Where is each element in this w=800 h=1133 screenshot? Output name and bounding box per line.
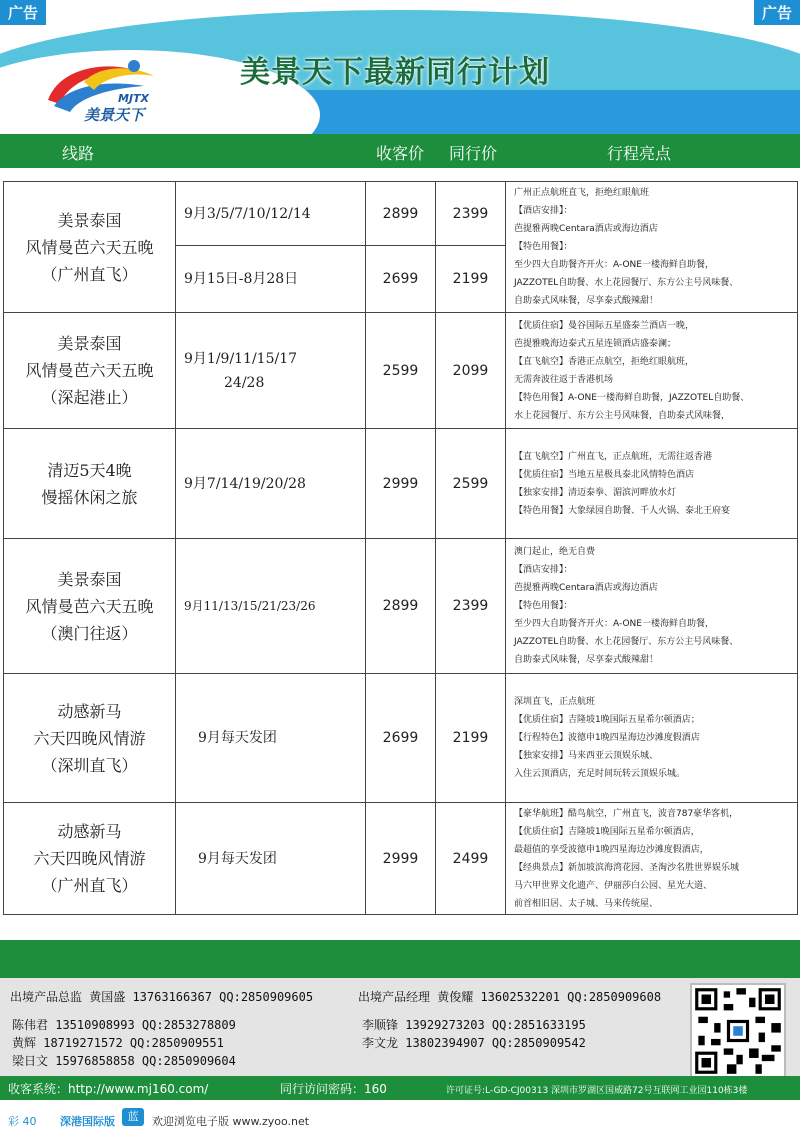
retail-price: 2999 (366, 803, 436, 915)
ad-label-right: 广告 (754, 0, 800, 25)
welcome-text: 欢迎浏览电子版 www.zyoo.net (152, 1115, 310, 1128)
column-header-bar (0, 134, 800, 168)
highlights-cell: 深圳直飞，正点航班 【优质住宿】吉隆坡1晚国际五星希尔顿酒店； 【行程特色】波德申1晚四星海边沙滩度假酒店 【独家安排】马来西亚云顶娱乐城、 入住云顶酒店，充足时间玩转云顶娱乐城。 (506, 674, 798, 803)
contact-line: 李文龙 13802394907 QQ:2850909542 (362, 1036, 586, 1050)
date-cell: 9月11/13/15/21/23/26 (176, 539, 366, 674)
trade-price: 2399 (436, 539, 506, 674)
highlights-cell: 【豪华航班】酷鸟航空，广州直飞，波音787豪华客机， 【优质住宿】吉隆坡1晚国际五星希尔顿酒店， 最超值的享受波德申1晚四星海边沙滩度假酒店， 【经典景点】新加坡滨海湾花园、圣淘沙名胜世界娱乐城 马六甲世界文化遗产、伊丽莎白公园、星光大道、 前首相旧居、太子城、马来传统屋、 (506, 803, 798, 915)
route-cell: 美景泰国 风情曼芭六天五晚 （深起港止） (4, 313, 176, 429)
system-url[interactable]: 收客系统：http://www.mj160.com/ (8, 1082, 209, 1096)
contact-line: 李顺锋 13929273203 QQ:2851633195 (362, 1018, 586, 1032)
edition-name: 深港国际版 (60, 1115, 115, 1128)
trade-price: 2599 (436, 429, 506, 539)
highlights-cell: 澳门起止，绝无自费 【酒店安排】： 芭提雅两晚Centara酒店或海边酒店 【特色用餐】： 至少四大自助餐齐开火：A-ONE一楼海鲜自助餐， JAZZOTEL自助餐、水上花园餐厅、东方公主号风味餐、 自助泰式风味餐，尽享泰式酸辣甜！ (506, 539, 798, 674)
table-row (4, 539, 798, 674)
license-address: 许可证号:L-GD-CJ00313 深圳市罗湖区国威路72号互联网工业园110栋3楼 (446, 1086, 748, 1096)
system-bar (0, 1076, 800, 1100)
col-retail-price: 收客价 (376, 144, 425, 163)
retail-price: 2899 (366, 182, 436, 246)
col-highlights: 行程亮点 (607, 144, 672, 163)
contact-manager: 出境产品经理 黄俊耀 13602532201 QQ:2850909608 (358, 990, 662, 1004)
contact-director: 出境产品总监 黄国盛 13763166367 QQ:2850909605 (10, 990, 314, 1004)
date-cell: 9月15日-8月28日 (176, 246, 366, 313)
trade-price: 2199 (436, 246, 506, 313)
retail-price: 2999 (366, 429, 436, 539)
route-cell: 动感新马 六天四晚风情游 （深圳直飞） (4, 674, 176, 803)
ad-label-left: 广告 (0, 0, 46, 25)
date-cell: 9月每天发团 (176, 674, 366, 803)
date-cell: 9月1/9/11/15/17 24/28 (176, 313, 366, 429)
route-cell: 美景泰国 风情曼芭六天五晚 （澳门往返） (4, 539, 176, 674)
retail-price: 2899 (366, 539, 436, 674)
tour-table (3, 181, 798, 915)
table-row (4, 182, 798, 246)
logo-name: 美景天下 (84, 106, 145, 124)
logo-abbr: MJTX (118, 92, 150, 105)
highlights-cell: 【直飞航空】广州直飞，正点航班，无需往返香港 【优质住宿】当地五星极具泰北风情特色酒店 【独家安排】清迈泰拳、湄滨河畔放水灯 【特色用餐】大象绿园自助餐、千人火锅、泰北王府宴 (506, 429, 798, 539)
retail-price: 2699 (366, 246, 436, 313)
highlights-cell: 广州正点航班直飞，拒绝红眼航班 【酒店安排】： 芭提雅两晚Centara酒店或海边酒店 【特色用餐】： 至少四大自助餐齐开火：A-ONE一楼海鲜自助餐， JAZZOTEL自助餐、水上花园餐厅、东方公主号风味餐、 自助泰式风味餐，尽享泰式酸辣甜！ (506, 182, 798, 313)
footer-green-bar (0, 940, 800, 978)
trade-price: 2199 (436, 674, 506, 803)
page-footer (0, 1106, 800, 1133)
contact-line: 黄辉 18719271572 QQ:2850909551 (12, 1036, 224, 1050)
page-number: 彩 40 (8, 1115, 37, 1128)
table-row (4, 803, 798, 915)
col-trade-price: 同行价 (449, 144, 498, 163)
date-cell: 9月每天发团 (176, 803, 366, 915)
contact-panel (0, 978, 800, 1078)
retail-price: 2599 (366, 313, 436, 429)
route-cell: 动感新马 六天四晚风情游 （广州直飞） (4, 803, 176, 915)
access-password: 同行访问密码：160 (280, 1082, 387, 1096)
qr-code-icon[interactable] (690, 983, 786, 1079)
trade-price: 2099 (436, 313, 506, 429)
table-row (4, 313, 798, 429)
route-cell: 清迈5天4晚 慢摇休闲之旅 (4, 429, 176, 539)
retail-price: 2699 (366, 674, 436, 803)
page-title: 美景天下最新同行计划 (240, 55, 550, 90)
contact-line: 梁日文 15976858858 QQ:2850909604 (12, 1054, 236, 1068)
col-route: 线路 (62, 144, 95, 163)
trade-price: 2499 (436, 803, 506, 915)
trade-price: 2399 (436, 182, 506, 246)
highlights-cell: 【优质住宿】曼谷国际五星盛泰兰酒店一晚， 芭提雅晚海边泰式五星连锁酒店盛泰澜； 【直飞航空】香港正点航空，拒绝红眼航班， 无需奔波往返于香港机场 【特色用餐】A-ONE一楼海鲜自助餐，JAZZOTEL自助餐、 水上花园餐厅、东方公主号风味餐，自助泰式风味餐， (506, 313, 798, 429)
date-cell: 9月7/14/19/20/28 (176, 429, 366, 539)
contact-line: 陈伟君 13510908993 QQ:2853278809 (12, 1018, 236, 1032)
edition-badge: 蓝 (122, 1108, 144, 1126)
table-row (4, 674, 798, 803)
table-row (4, 429, 798, 539)
route-cell: 美景泰国 风情曼芭六天五晚 （广州直飞） (4, 182, 176, 313)
date-cell: 9月3/5/7/10/12/14 (176, 182, 366, 246)
